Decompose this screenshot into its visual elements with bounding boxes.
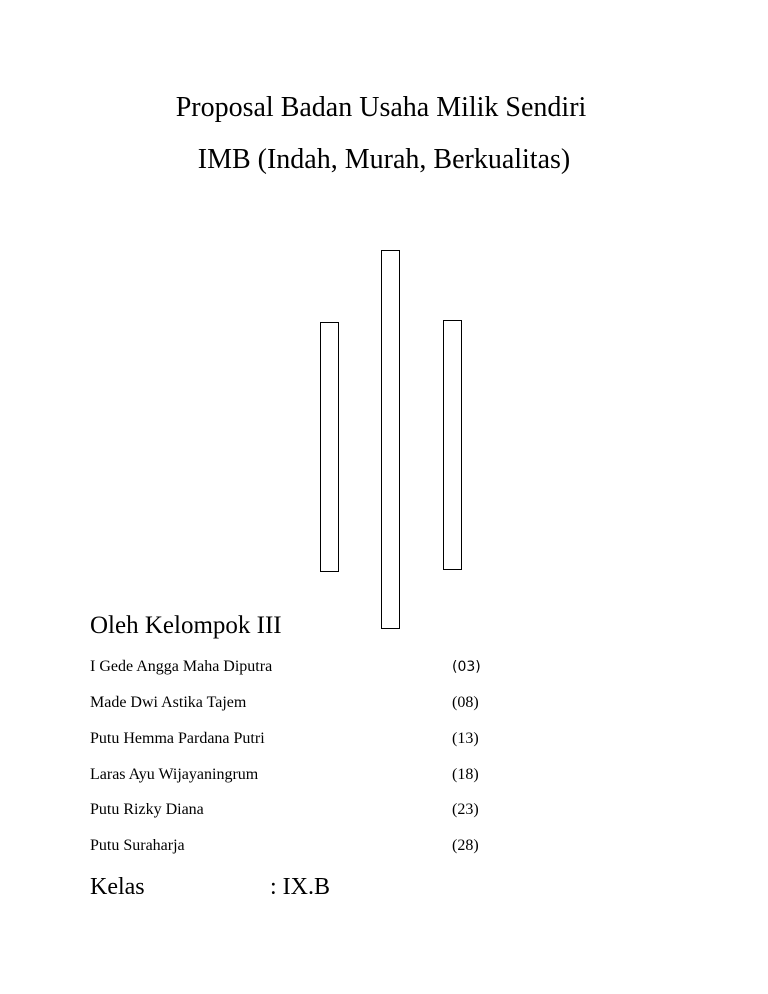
- member-row: [90, 656, 510, 678]
- member-number: (13): [452, 730, 479, 747]
- member-name: Made Dwi Astika Tajem: [90, 694, 247, 711]
- member-name: Laras Ayu Wijayaningrum: [90, 766, 259, 783]
- class-value: : IX.B: [270, 874, 330, 900]
- group-heading: Oleh Kelompok III: [90, 612, 282, 639]
- member-name: Putu Rizky Diana: [90, 801, 204, 818]
- member-row: [90, 835, 510, 857]
- member-number: (03): [452, 659, 481, 675]
- class-label: Kelas: [90, 874, 145, 900]
- member-row: [90, 692, 510, 714]
- document-title: Proposal Badan Usaha Milik Sendiri: [175, 92, 587, 123]
- member-number: (18): [452, 766, 479, 783]
- member-row: [90, 799, 510, 821]
- logo-bar-right: [443, 320, 462, 570]
- member-name: Putu Suraharja: [90, 837, 185, 854]
- member-number: (08): [452, 694, 479, 711]
- member-name: I Gede Angga Maha Diputra: [90, 658, 273, 675]
- document-subtitle: IMB (Indah, Murah, Berkualitas): [197, 144, 571, 175]
- logo-bar-left: [320, 322, 339, 572]
- member-row: [90, 764, 510, 786]
- logo-bar-center: [381, 250, 400, 629]
- member-row: [90, 728, 510, 750]
- member-number: (23): [452, 801, 479, 818]
- member-name: Putu Hemma Pardana Putri: [90, 730, 265, 747]
- member-number: (28): [452, 837, 479, 854]
